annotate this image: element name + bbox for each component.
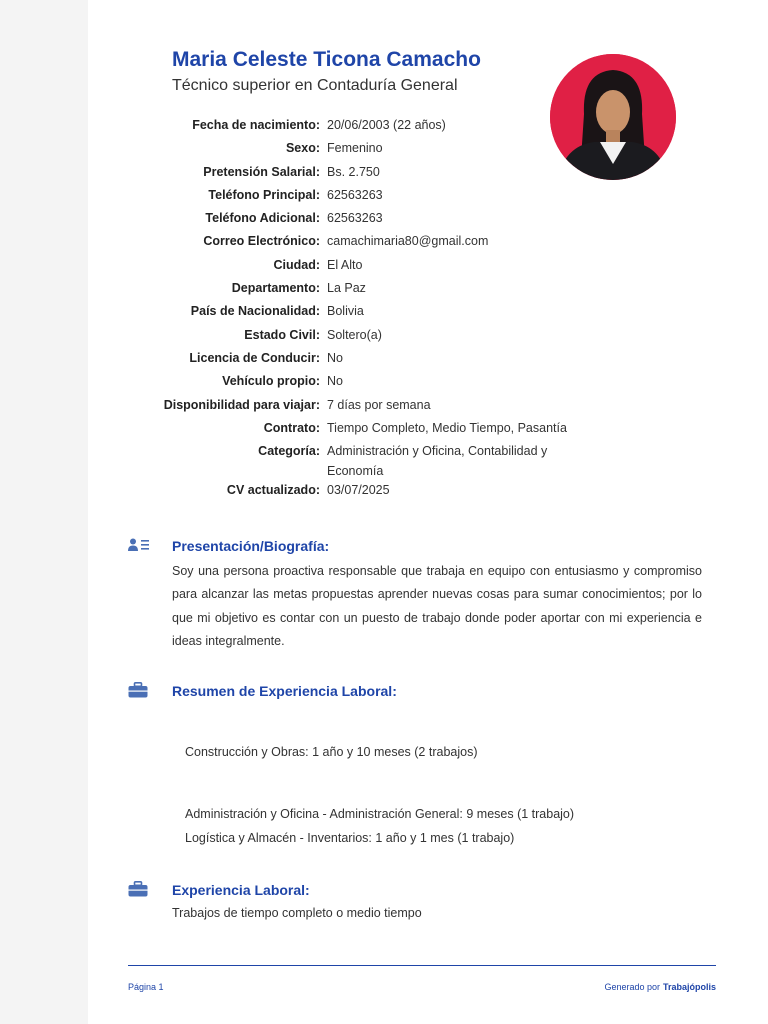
footer-divider [128,965,716,966]
info-row [100,186,620,209]
info-row [100,481,620,504]
bio-section-title: Presentación/Biografía: [172,538,330,554]
info-label: Contrato: [263,420,320,435]
summary-section-title: Resumen de Experiencia Laboral: [172,683,397,699]
info-value: El Alto [327,257,363,272]
info-label: Departamento: [231,281,320,296]
info-value: 62563263 [327,187,383,202]
personal-info-list [100,116,620,504]
info-value: Bs. 2.750 [327,164,380,179]
left-margin-band [0,0,88,1024]
info-row [100,442,620,481]
info-value: Bolivia [327,304,364,319]
info-value: No [327,374,343,389]
experience-section-title: Experiencia Laboral: [172,882,310,898]
info-label: Sexo: [285,141,320,156]
info-value: 03/07/2025 [327,483,390,498]
info-label: Teléfono Principal: [208,187,320,202]
info-row [100,326,620,349]
bio-text: Soy una persona proactiva responsable que trabaja en equipo con entusiasmo y compromiso para alcanzar las metas propuestas aprender nuevas cosas para sumar conocimientos; por lo que mi objetivo es contar con un puesto de trabajo donde poder aportar con mi experiencia e ideas integralmente. [172,564,702,648]
info-label: Disponibilidad para viajar: [163,397,320,412]
info-row [100,163,620,186]
info-label: Licencia de Conducir: [189,350,320,365]
summary-line: Logística y Almacén - Inventarios: 1 año y 1 mes (1 trabajo) [185,831,515,845]
info-row [100,372,620,395]
info-value: 7 días por semana [327,397,431,412]
info-value: Administración y Oficina, Contabilidad y Economía [327,444,548,478]
person-list-icon [128,538,150,557]
info-value: camachimaria80@gmail.com [327,234,489,249]
info-row [100,139,620,162]
summary-line: Administración y Oficina - Administración General: 9 meses (1 trabajo) [185,807,575,821]
info-label: Categoría: [258,444,320,459]
footer-credit [604,982,716,992]
briefcase-icon [128,881,148,902]
info-value: No [327,350,343,365]
page-number: Página 1 [128,982,164,992]
info-label: CV actualizado: [226,483,320,498]
info-row [100,209,620,232]
info-value: 62563263 [327,211,383,226]
info-label: Pretensión Salarial: [203,164,320,179]
info-row [100,256,620,279]
candidate-title: Técnico superior en Contaduría General [172,77,458,94]
info-label: Estado Civil: [244,327,320,342]
info-value: La Paz [327,281,366,296]
info-row [100,302,620,325]
info-value: Femenino [327,141,383,156]
info-value: 20/06/2003 (22 años) [327,118,446,132]
brand-logo: Trabajópolis [662,982,716,992]
summary-line: Construcción y Obras: 1 año y 10 meses (2 trabajos) [185,745,478,759]
candidate-name: Maria Celeste Ticona Camacho [172,48,481,71]
experience-text: Trabajos de tiempo completo o medio tiempo [172,906,422,920]
info-label: Correo Electrónico: [203,234,320,249]
info-row [100,396,620,419]
info-label: País de Nacionalidad: [190,304,320,319]
info-label: Ciudad: [273,257,320,272]
info-row [100,232,620,255]
info-row [100,279,620,302]
info-label: Teléfono Adicional: [205,211,320,226]
info-label: Fecha de nacimiento: [192,118,320,132]
info-value: Soltero(a) [327,327,382,342]
generated-by-label: Generado por [604,982,660,992]
info-row [100,419,620,442]
info-value: Tiempo Completo, Medio Tiempo, Pasantía [327,420,567,435]
info-label: Vehículo propio: [222,374,320,389]
info-row [100,349,620,372]
info-row [100,116,620,139]
briefcase-icon [128,682,148,703]
